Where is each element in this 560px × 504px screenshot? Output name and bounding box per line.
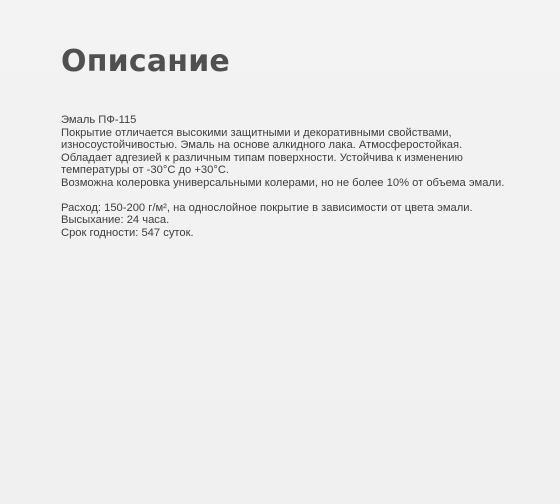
description-text xyxy=(61,114,531,239)
paragraph-gap xyxy=(61,190,531,202)
description-paragraph: Покрытие отличается высокими защитными и декоративными свойствами, износоустойчивостью. Эмаль на основе алкидного лака. Атмосферостойкая. xyxy=(61,126,463,152)
spec-shelf-life: Срок годности: 547 суток. xyxy=(61,226,194,239)
description-paragraph: Обладает адгезией к различным типам поверхности. Устойчива к изменению температуры от -30°С до +30°С. xyxy=(61,151,463,177)
product-name: Эмаль ПФ-115 xyxy=(61,114,137,126)
spec-drying-time: Высыхание: 24 часа. xyxy=(61,214,170,227)
description-paragraph: Возможна колеровка универсальными колерами, но не более 10% от объема эмали. xyxy=(61,176,505,189)
page-title: Описание xyxy=(61,44,230,79)
spec-consumption: Расход: 150-200 г/м², на однослойное покрытие в зависимости от цвета эмали. xyxy=(61,201,473,214)
